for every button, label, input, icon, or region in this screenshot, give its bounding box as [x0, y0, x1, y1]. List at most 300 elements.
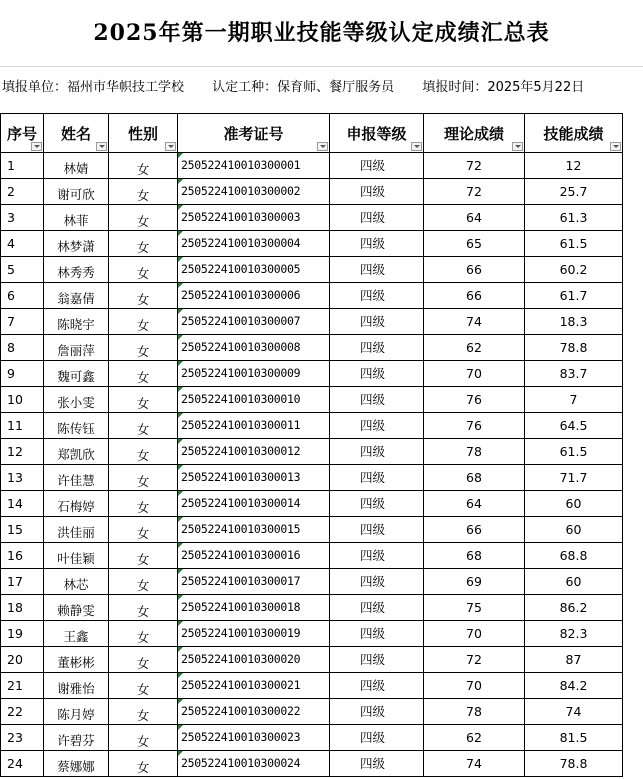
cell-exam-id[interactable]	[178, 543, 330, 569]
cell-level[interactable]	[330, 283, 424, 309]
cell-theory-score-text: 70	[466, 366, 482, 381]
cell-skill-score[interactable]	[525, 413, 623, 439]
cell-theory-score-text: 62	[466, 730, 482, 745]
cell-name-text: 蔡娜娜	[57, 759, 95, 774]
cell-theory-score[interactable]	[424, 179, 525, 205]
cell-gender[interactable]	[109, 699, 178, 725]
cell-seq-text: 15	[7, 522, 23, 537]
cell-name[interactable]	[44, 517, 109, 543]
cell-seq-text: 8	[7, 340, 15, 355]
cell-level[interactable]	[330, 491, 424, 517]
header-seq	[1, 114, 44, 153]
cell-level[interactable]	[330, 413, 424, 439]
cell-name-text: 谢可欣	[57, 187, 95, 202]
cell-gender[interactable]	[109, 179, 178, 205]
cell-seq[interactable]	[1, 595, 44, 621]
text-number-indicator-icon	[178, 543, 183, 548]
info-trade: 认定工种：保育师、餐厅服务员	[212, 80, 395, 95]
cell-level[interactable]	[330, 179, 424, 205]
cell-gender-text: 女	[136, 214, 150, 229]
cell-theory-score[interactable]	[424, 673, 525, 699]
cell-seq[interactable]	[1, 751, 44, 777]
cell-theory-score[interactable]	[424, 439, 525, 465]
cell-level[interactable]	[330, 465, 424, 491]
cell-skill-score-text: 81.5	[559, 730, 588, 745]
cell-gender[interactable]	[109, 413, 178, 439]
table-row	[1, 387, 623, 413]
filter-dropdown-icon[interactable]	[165, 142, 176, 151]
cell-name[interactable]	[44, 751, 109, 777]
cell-level-text: 四级	[360, 470, 386, 485]
cell-skill-score[interactable]	[525, 751, 623, 777]
text-number-indicator-icon	[178, 465, 183, 470]
cell-gender[interactable]	[109, 257, 178, 283]
cell-skill-score-text: 82.3	[559, 626, 588, 641]
cell-name-text: 董彬彬	[57, 655, 95, 670]
cell-theory-score[interactable]	[424, 387, 525, 413]
cell-gender[interactable]	[109, 335, 178, 361]
cell-gender[interactable]	[109, 517, 178, 543]
cell-gender[interactable]	[109, 361, 178, 387]
cell-name[interactable]	[44, 153, 109, 179]
cell-exam-id[interactable]	[178, 413, 330, 439]
cell-seq[interactable]	[1, 439, 44, 465]
cell-exam-id[interactable]	[178, 205, 330, 231]
cell-gender[interactable]	[109, 283, 178, 309]
cell-skill-score[interactable]	[525, 491, 623, 517]
table-row	[1, 413, 623, 439]
cell-skill-score-text: 84.2	[559, 678, 588, 693]
cell-exam-id[interactable]	[178, 647, 330, 673]
table-row	[1, 335, 623, 361]
cell-gender-text: 女	[136, 292, 150, 307]
cell-theory-score[interactable]	[424, 595, 525, 621]
cell-exam-id[interactable]	[178, 751, 330, 777]
cell-name-text: 赖静雯	[57, 603, 95, 618]
cell-level[interactable]	[330, 361, 424, 387]
text-number-indicator-icon	[178, 699, 183, 704]
table-row	[1, 621, 623, 647]
cell-seq[interactable]	[1, 153, 44, 179]
cell-gender[interactable]	[109, 231, 178, 257]
cell-skill-score[interactable]	[525, 335, 623, 361]
cell-name[interactable]	[44, 465, 109, 491]
cell-theory-score[interactable]	[424, 465, 525, 491]
cell-theory-score-text: 76	[466, 418, 482, 433]
filter-dropdown-icon[interactable]	[610, 142, 621, 151]
cell-gender[interactable]	[109, 439, 178, 465]
cell-skill-score[interactable]	[525, 387, 623, 413]
cell-exam-id[interactable]	[178, 309, 330, 335]
cell-exam-id[interactable]	[178, 387, 330, 413]
cell-skill-score-text: 61.3	[559, 210, 588, 225]
cell-exam-id[interactable]	[178, 699, 330, 725]
header-level	[330, 114, 424, 153]
cell-seq-text: 20	[7, 652, 23, 667]
cell-skill-score[interactable]	[525, 179, 623, 205]
cell-level-text: 四级	[360, 444, 386, 459]
cell-name-text: 洪佳丽	[57, 525, 95, 540]
cell-skill-score[interactable]	[525, 153, 623, 179]
cell-theory-score[interactable]	[424, 621, 525, 647]
cell-name[interactable]	[44, 595, 109, 621]
cell-exam-id-text: 250522410010300021	[181, 678, 301, 692]
cell-gender[interactable]	[109, 465, 178, 491]
cell-level[interactable]	[330, 725, 424, 751]
cell-skill-score-text: 61.5	[559, 236, 588, 251]
cell-exam-id-text: 250522410010300018	[181, 600, 301, 614]
cell-gender-text: 女	[136, 266, 150, 281]
cell-skill-score[interactable]	[525, 621, 623, 647]
cell-theory-score-text: 72	[466, 158, 482, 173]
cell-name[interactable]	[44, 231, 109, 257]
cell-exam-id[interactable]	[178, 517, 330, 543]
cell-skill-score[interactable]	[525, 595, 623, 621]
table-row	[1, 673, 623, 699]
text-number-indicator-icon	[178, 647, 183, 652]
header-id-label: 准考证号	[223, 124, 284, 143]
cell-theory-score[interactable]	[424, 257, 525, 283]
cell-skill-score[interactable]	[525, 361, 623, 387]
cell-exam-id-text: 250522410010300011	[181, 418, 301, 432]
cell-skill-score[interactable]	[525, 673, 623, 699]
cell-skill-score[interactable]	[525, 699, 623, 725]
cell-seq[interactable]	[1, 179, 44, 205]
filter-dropdown-icon[interactable]	[96, 142, 107, 151]
cell-exam-id-text: 250522410010300017	[181, 574, 301, 588]
cell-skill-score[interactable]	[525, 439, 623, 465]
cell-level[interactable]	[330, 595, 424, 621]
cell-exam-id-text: 250522410010300024	[181, 756, 301, 770]
info-line	[2, 76, 643, 95]
cell-skill-score[interactable]	[525, 517, 623, 543]
cell-seq-text: 22	[7, 704, 23, 719]
cell-level[interactable]	[330, 621, 424, 647]
cell-seq-text: 23	[7, 730, 23, 745]
cell-skill-score-text: 12	[565, 158, 582, 173]
cell-name[interactable]	[44, 673, 109, 699]
text-number-indicator-icon	[178, 309, 183, 314]
cell-gender[interactable]	[109, 751, 178, 777]
cell-gender-text: 女	[136, 526, 150, 541]
cell-name[interactable]	[44, 621, 109, 647]
cell-gender[interactable]	[109, 153, 178, 179]
text-number-indicator-icon	[178, 283, 183, 288]
cell-gender[interactable]	[109, 725, 178, 751]
cell-seq-text: 24	[7, 756, 23, 771]
cell-exam-id[interactable]	[178, 595, 330, 621]
cell-level[interactable]	[330, 335, 424, 361]
cell-exam-id-text: 250522410010300023	[181, 730, 301, 744]
cell-level[interactable]	[330, 205, 424, 231]
cell-name[interactable]	[44, 725, 109, 751]
cell-skill-score-text: 61.7	[559, 288, 588, 303]
cell-skill-score[interactable]	[525, 283, 623, 309]
cell-exam-id[interactable]	[178, 179, 330, 205]
cell-seq-text: 1	[7, 158, 15, 173]
filter-dropdown-icon[interactable]	[317, 142, 328, 151]
cell-gender[interactable]	[109, 595, 178, 621]
text-number-indicator-icon	[178, 205, 183, 210]
cell-theory-score[interactable]	[424, 231, 525, 257]
cell-theory-score-text: 68	[466, 548, 482, 563]
cell-skill-score[interactable]	[525, 257, 623, 283]
text-number-indicator-icon	[178, 517, 183, 522]
cell-skill-score[interactable]	[525, 231, 623, 257]
cell-name-text: 谢雅怡	[57, 681, 95, 696]
cell-skill-score-text: 78.8	[559, 340, 588, 355]
cell-name[interactable]	[44, 205, 109, 231]
cell-name[interactable]	[44, 361, 109, 387]
table-row	[1, 439, 623, 465]
cell-theory-score[interactable]	[424, 647, 525, 673]
cell-theory-score[interactable]	[424, 153, 525, 179]
filter-dropdown-icon[interactable]	[411, 142, 422, 151]
cell-seq-text: 14	[7, 496, 23, 511]
cell-level[interactable]	[330, 231, 424, 257]
cell-exam-id[interactable]	[178, 621, 330, 647]
cell-exam-id[interactable]	[178, 491, 330, 517]
cell-exam-id[interactable]	[178, 673, 330, 699]
cell-name[interactable]	[44, 413, 109, 439]
cell-seq[interactable]	[1, 205, 44, 231]
cell-exam-id-text: 250522410010300022	[181, 704, 301, 718]
cell-level-text: 四级	[360, 522, 386, 537]
cell-gender[interactable]	[109, 673, 178, 699]
cell-skill-score-text: 60	[565, 496, 582, 511]
cell-name-text: 林婧	[63, 161, 89, 176]
cell-theory-score-text: 70	[466, 626, 482, 641]
cell-exam-id[interactable]	[178, 725, 330, 751]
cell-skill-score-text: 83.7	[559, 366, 588, 381]
cell-seq[interactable]	[1, 491, 44, 517]
cell-seq[interactable]	[1, 413, 44, 439]
cell-gender-text: 女	[136, 396, 150, 411]
cell-exam-id[interactable]	[178, 231, 330, 257]
table-row	[1, 725, 623, 751]
text-number-indicator-icon	[178, 257, 183, 262]
cell-exam-id-text: 250522410010300016	[181, 548, 301, 562]
cell-gender-text: 女	[136, 578, 150, 593]
cell-gender[interactable]	[109, 569, 178, 595]
cell-gender[interactable]	[109, 647, 178, 673]
cell-gender[interactable]	[109, 309, 178, 335]
cell-exam-id[interactable]	[178, 569, 330, 595]
cell-skill-score[interactable]	[525, 647, 623, 673]
cell-name-text: 王鑫	[63, 629, 89, 644]
cell-name[interactable]	[44, 179, 109, 205]
cell-level-text: 四级	[360, 496, 386, 511]
cell-seq[interactable]	[1, 673, 44, 699]
cell-level-text: 四级	[360, 574, 386, 589]
cell-level-text: 四级	[360, 392, 386, 407]
cell-name[interactable]	[44, 439, 109, 465]
cell-theory-score[interactable]	[424, 491, 525, 517]
cell-theory-score[interactable]	[424, 543, 525, 569]
cell-exam-id[interactable]	[178, 465, 330, 491]
cell-level[interactable]	[330, 543, 424, 569]
table-row	[1, 569, 623, 595]
cell-exam-id-text: 250522410010300019	[181, 626, 301, 640]
filter-dropdown-icon[interactable]	[512, 142, 523, 151]
cell-level-text: 四级	[360, 158, 386, 173]
cell-name[interactable]	[44, 309, 109, 335]
cell-skill-score[interactable]	[525, 543, 623, 569]
cell-theory-score[interactable]	[424, 283, 525, 309]
cell-seq[interactable]	[1, 647, 44, 673]
cell-level-text: 四级	[360, 730, 386, 745]
cell-gender-text: 女	[136, 474, 150, 489]
cell-theory-score[interactable]	[424, 725, 525, 751]
cell-seq-text: 17	[7, 574, 23, 589]
cell-name[interactable]	[44, 699, 109, 725]
cell-name-text: 陈月婷	[57, 707, 95, 722]
cell-name[interactable]	[44, 257, 109, 283]
cell-seq[interactable]	[1, 621, 44, 647]
header-skill-label: 技能成绩	[543, 124, 604, 143]
cell-seq-text: 11	[7, 418, 23, 433]
cell-name[interactable]	[44, 335, 109, 361]
cell-name-text: 陈晓宇	[57, 317, 95, 332]
cell-theory-score[interactable]	[424, 413, 525, 439]
cell-level-text: 四级	[360, 678, 386, 693]
cell-theory-score-text: 76	[466, 392, 482, 407]
cell-skill-score-text: 74	[565, 704, 582, 719]
cell-theory-score[interactable]	[424, 569, 525, 595]
cell-theory-score[interactable]	[424, 309, 525, 335]
cell-skill-score[interactable]	[525, 205, 623, 231]
cell-name[interactable]	[44, 543, 109, 569]
cell-theory-score-text: 64	[466, 496, 482, 511]
cell-level-text: 四级	[360, 600, 386, 615]
table-row	[1, 595, 623, 621]
cell-seq-text: 10	[7, 392, 23, 407]
cell-gender-text: 女	[136, 734, 150, 749]
cell-theory-score-text: 68	[466, 470, 482, 485]
cell-level[interactable]	[330, 153, 424, 179]
cell-name[interactable]	[44, 647, 109, 673]
cell-skill-score[interactable]	[525, 309, 623, 335]
text-number-indicator-icon	[178, 569, 183, 574]
cell-seq[interactable]	[1, 335, 44, 361]
filter-dropdown-icon[interactable]	[31, 142, 42, 151]
cell-level-text: 四级	[360, 184, 386, 199]
cell-seq-text: 2	[7, 184, 15, 199]
cell-theory-score-text: 70	[466, 678, 482, 693]
cell-gender-text: 女	[136, 682, 150, 697]
text-number-indicator-icon	[178, 387, 183, 392]
cell-exam-id[interactable]	[178, 335, 330, 361]
header-theory-label: 理论成绩	[443, 124, 504, 143]
cell-exam-id[interactable]	[178, 153, 330, 179]
cell-seq[interactable]	[1, 517, 44, 543]
cell-theory-score-text: 74	[466, 314, 482, 329]
cell-gender[interactable]	[109, 491, 178, 517]
cell-level[interactable]	[330, 751, 424, 777]
table-body	[1, 153, 623, 777]
cell-exam-id-text: 250522410010300005	[181, 262, 301, 276]
cell-seq[interactable]	[1, 725, 44, 751]
cell-level-text: 四级	[360, 340, 386, 355]
cell-skill-score[interactable]	[525, 569, 623, 595]
cell-theory-score-text: 78	[466, 444, 482, 459]
cell-name-text: 郑凯欣	[57, 447, 95, 462]
cell-seq[interactable]	[1, 257, 44, 283]
cell-seq[interactable]	[1, 283, 44, 309]
cell-seq[interactable]	[1, 309, 44, 335]
table-row	[1, 179, 623, 205]
cell-gender-text: 女	[136, 500, 150, 515]
cell-level-text: 四级	[360, 236, 386, 251]
cell-name[interactable]	[44, 569, 109, 595]
table-row	[1, 465, 623, 491]
cell-gender-text: 女	[136, 552, 150, 567]
header-gender	[109, 114, 178, 153]
cell-exam-id[interactable]	[178, 439, 330, 465]
cell-level[interactable]	[330, 439, 424, 465]
cell-exam-id[interactable]	[178, 283, 330, 309]
cell-seq[interactable]	[1, 699, 44, 725]
cell-seq[interactable]	[1, 387, 44, 413]
cell-name[interactable]	[44, 491, 109, 517]
cell-name[interactable]	[44, 283, 109, 309]
cell-seq[interactable]	[1, 361, 44, 387]
cell-theory-score[interactable]	[424, 205, 525, 231]
cell-gender-text: 女	[136, 422, 150, 437]
text-number-indicator-icon	[178, 179, 183, 184]
cell-gender-text: 女	[136, 604, 150, 619]
cell-skill-score[interactable]	[525, 465, 623, 491]
header-name	[44, 114, 109, 153]
cell-gender[interactable]	[109, 205, 178, 231]
cell-exam-id[interactable]	[178, 361, 330, 387]
cell-skill-score-text: 86.2	[559, 600, 588, 615]
cell-level[interactable]	[330, 309, 424, 335]
text-number-indicator-icon	[178, 491, 183, 496]
cell-seq[interactable]	[1, 465, 44, 491]
cell-exam-id[interactable]	[178, 257, 330, 283]
cell-seq[interactable]	[1, 569, 44, 595]
cell-theory-score[interactable]	[424, 361, 525, 387]
cell-gender-text: 女	[136, 188, 150, 203]
cell-exam-id-text: 250522410010300004	[181, 236, 301, 250]
cell-gender[interactable]	[109, 543, 178, 569]
cell-gender-text: 女	[136, 344, 150, 359]
cell-theory-score[interactable]	[424, 335, 525, 361]
cell-theory-score[interactable]	[424, 517, 525, 543]
cell-level[interactable]	[330, 517, 424, 543]
header-gender-label: 性别	[127, 124, 158, 143]
cell-level-text: 四级	[360, 288, 386, 303]
cell-level[interactable]	[330, 387, 424, 413]
cell-exam-id-text: 250522410010300020	[181, 652, 301, 666]
cell-level[interactable]	[330, 257, 424, 283]
cell-level[interactable]	[330, 647, 424, 673]
cell-gender[interactable]	[109, 621, 178, 647]
cell-skill-score[interactable]	[525, 725, 623, 751]
cell-seq[interactable]	[1, 231, 44, 257]
cell-gender[interactable]	[109, 387, 178, 413]
cell-skill-score-text: 87	[565, 652, 582, 667]
cell-level[interactable]	[330, 569, 424, 595]
text-number-indicator-icon	[178, 439, 183, 444]
cell-seq[interactable]	[1, 543, 44, 569]
cell-level[interactable]	[330, 699, 424, 725]
cell-name[interactable]	[44, 387, 109, 413]
cell-theory-score[interactable]	[424, 751, 525, 777]
cell-theory-score[interactable]	[424, 699, 525, 725]
cell-level[interactable]	[330, 673, 424, 699]
